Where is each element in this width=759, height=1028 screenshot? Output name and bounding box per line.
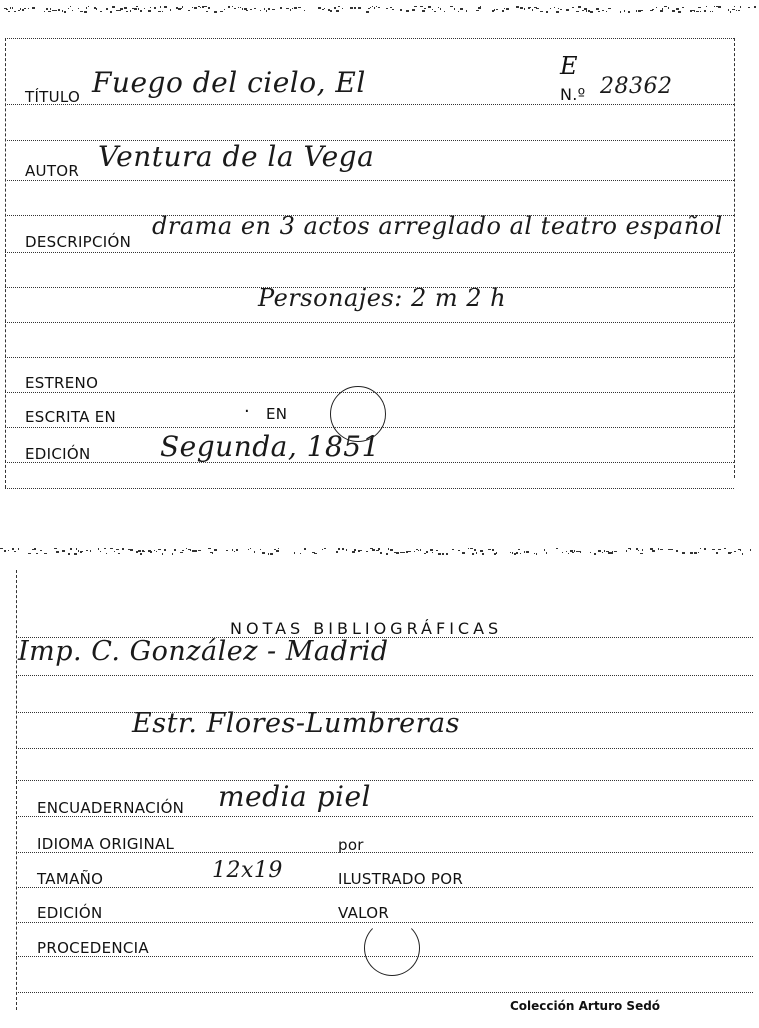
punch-hole	[364, 920, 420, 976]
rule-line	[16, 748, 753, 749]
autor-label: AUTOR	[25, 162, 80, 180]
rule-line	[5, 252, 734, 253]
idioma-original-label: IDIOMA ORIGINAL	[37, 835, 175, 853]
titulo-label: TÍTULO	[25, 88, 81, 106]
personajes-value: Personajes: 2 m 2 h	[258, 284, 507, 312]
card-edge-left	[5, 38, 6, 488]
tamano-value: 12x19	[212, 858, 283, 883]
rule-line	[16, 675, 753, 676]
dot-mark: .	[244, 396, 251, 417]
valor-label: VALOR	[338, 904, 390, 922]
rule-line	[5, 322, 734, 323]
escrita-en-label: ESCRITA EN	[25, 408, 117, 426]
procedencia-label: PROCEDENCIA	[37, 939, 149, 957]
descripcion-label: DESCRIPCIÓN	[25, 233, 132, 251]
rule-line	[5, 488, 734, 489]
edicion-value: Segunda, 1851	[160, 430, 380, 463]
scan-noise-top	[0, 6, 759, 14]
collection-credit: Colección Arturo Sedó	[510, 999, 661, 1013]
encuadernacion-label: ENCUADERNACIÓN	[37, 799, 185, 817]
rule-line	[5, 38, 734, 39]
note-line-2: Estr. Flores-Lumbreras	[132, 708, 460, 739]
rule-line	[16, 992, 753, 993]
rule-line	[16, 780, 753, 781]
notas-title: NOTAS BIBLIOGRÁFICAS	[230, 619, 503, 638]
catalog-card-top	[0, 0, 759, 495]
card-edge-left	[16, 570, 17, 1010]
descripcion-value: drama en 3 actos arreglado al teatro español	[152, 212, 723, 240]
estreno-label: ESTRENO	[25, 374, 99, 392]
rule-line	[5, 357, 734, 358]
encuadernacion-value: media piel	[218, 780, 371, 813]
card-edge-right	[734, 38, 735, 478]
note-line-1: Imp. C. González - Madrid	[18, 636, 389, 667]
rule-line	[5, 104, 734, 105]
punch-hole	[330, 386, 386, 442]
edicion-label: EDICIÓN	[25, 445, 91, 463]
titulo-value: Fuego del cielo, El	[92, 66, 366, 99]
edicion-label: EDICIÓN	[37, 904, 103, 922]
en-label: EN	[266, 405, 288, 423]
scan-noise-bottom	[0, 548, 759, 556]
tamano-label: TAMAÑO	[37, 870, 104, 888]
numero-prefix: E	[560, 52, 578, 80]
catalog-card-bottom	[0, 540, 759, 1028]
por-label: por	[338, 836, 364, 854]
numero-label: N.º	[560, 85, 586, 104]
ilustrado-por-label: ILUSTRADO POR	[338, 870, 464, 888]
numero-value: 28362	[600, 74, 673, 99]
rule-line	[5, 180, 734, 181]
autor-value: Ventura de la Vega	[98, 140, 375, 173]
